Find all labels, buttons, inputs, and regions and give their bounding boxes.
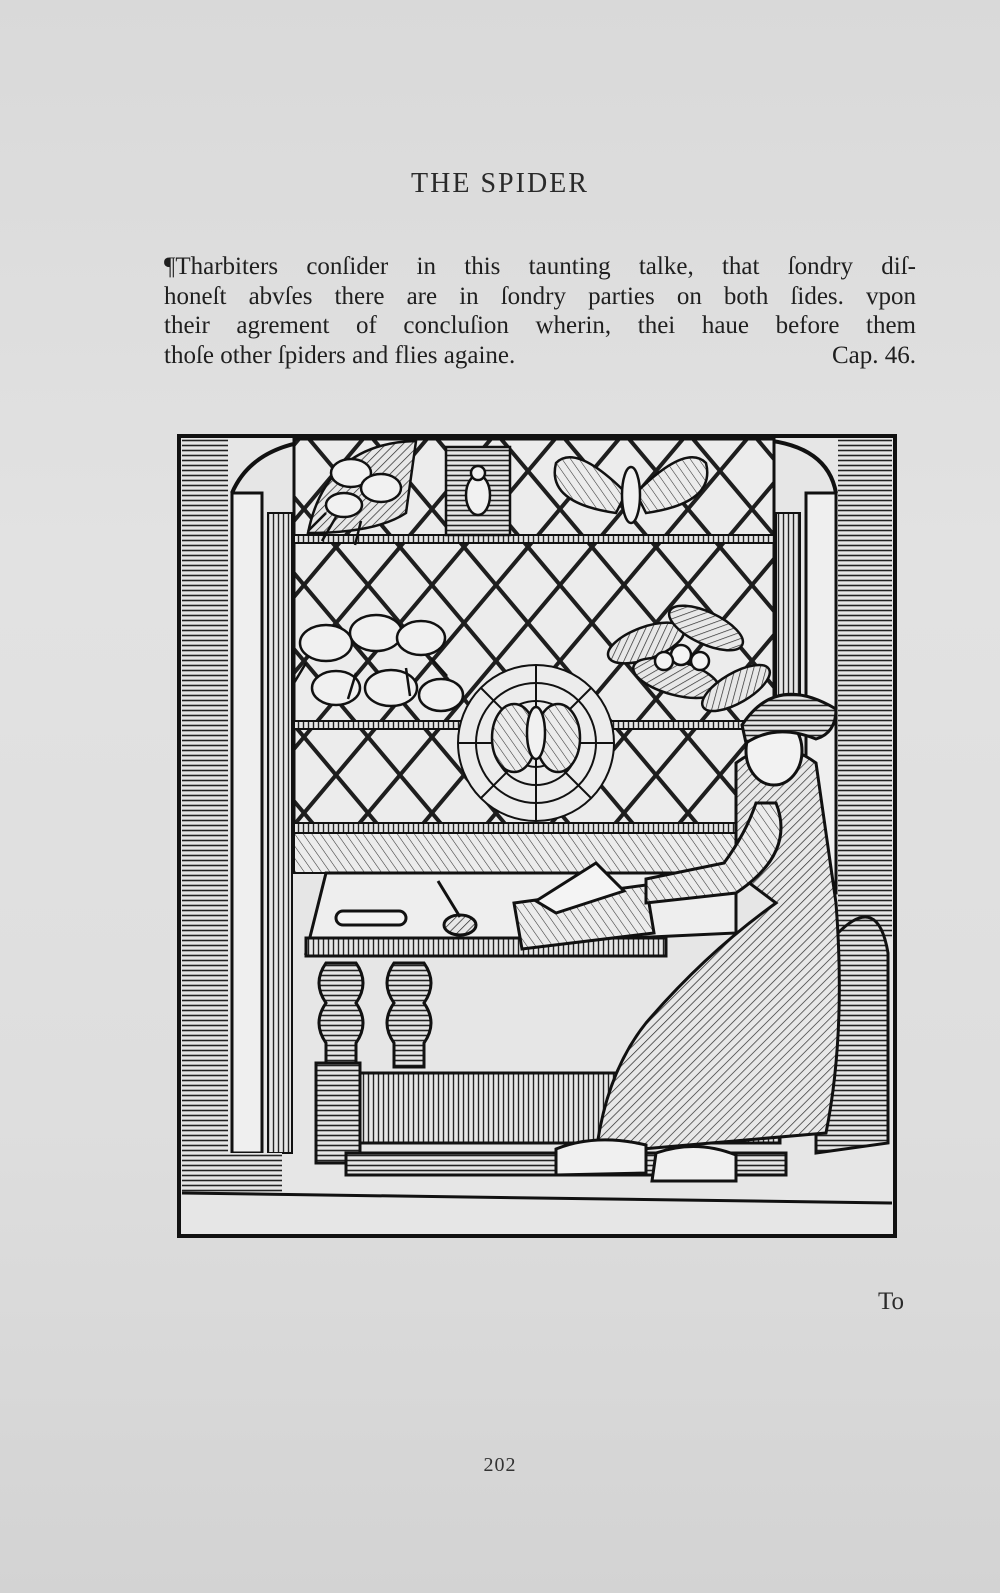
paragraph-last-line: [164, 341, 916, 371]
woodcut-illustration: [176, 433, 898, 1239]
paragraph: [164, 252, 916, 370]
paragraph-line: their agrement of concluſion wherin, thei haue before them: [164, 312, 916, 339]
paragraph-line-text: thoſe other ſpiders and flies againe.: [164, 341, 516, 369]
page-number: 202: [483, 1454, 517, 1476]
paragraph-line: ¶Tharbiters conſider in this taunting talke, that ſondry diſ-: [164, 253, 916, 280]
catchword: To: [878, 1288, 905, 1315]
paragraph-line: honeſt abvſes there are in ſondry parties on both ſides. vpon: [164, 282, 916, 310]
running-head: THE SPIDER: [411, 168, 589, 199]
chapter-reference: Cap. 46.: [831, 341, 916, 369]
